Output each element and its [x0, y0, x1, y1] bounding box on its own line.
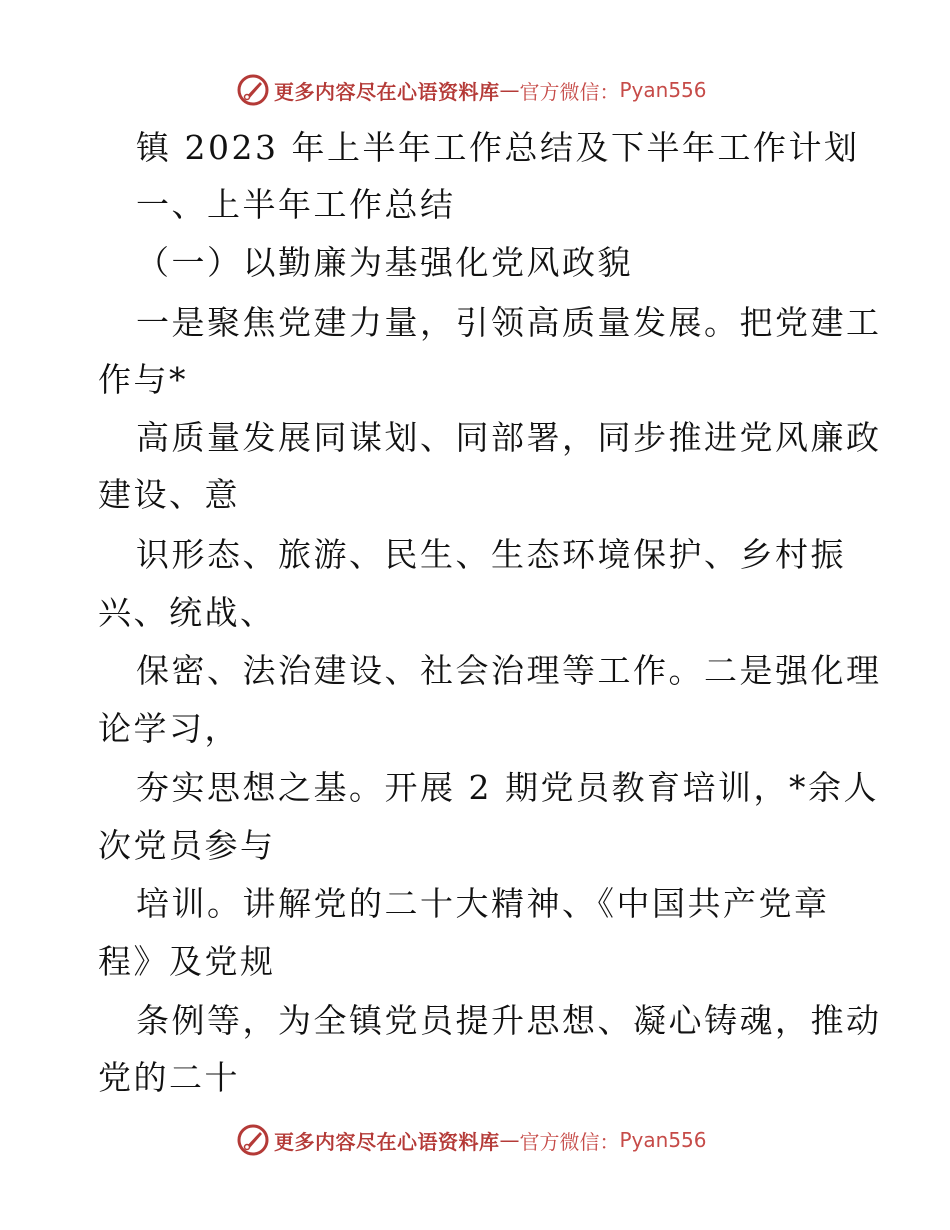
- paragraph-line: 兴、统战、: [98, 593, 276, 632]
- watermark-brand: 更多内容尽在心语资料库: [274, 79, 500, 104]
- paragraph-line: 一是聚焦党建力量，引领高质量发展。把党建工: [136, 303, 882, 342]
- paragraph-line: 识形态、旅游、民生、生态环境保护、乡村振: [136, 535, 846, 574]
- watermark-contact-label: 官方微信：: [519, 1129, 620, 1154]
- paragraph-line: 程》及党规: [98, 942, 276, 981]
- paragraph-line: 作与*: [98, 360, 188, 399]
- paragraph-line: 建设、意: [98, 475, 240, 514]
- paragraph-line: 夯实思想之基。开展 2 期党员教育培训，*余人: [136, 768, 879, 807]
- paragraph-line: 次党员参与: [98, 826, 276, 865]
- watermark-banner-top: [236, 72, 756, 108]
- paragraph-line: 党的二十: [98, 1058, 240, 1097]
- watermark-handle: Pyan556: [619, 78, 707, 102]
- subsection-heading: （一）以勤廉为基强化党风政貌: [136, 243, 633, 282]
- document-title: 镇 2023 年上半年工作总结及下半年工作计划: [136, 128, 860, 167]
- quill-logo-icon: [236, 73, 270, 107]
- watermark-brand: 更多内容尽在心语资料库: [274, 1129, 500, 1154]
- section-heading: 一、上半年工作总结: [136, 185, 456, 224]
- quill-logo-icon: [236, 1123, 270, 1157]
- watermark-separator: —: [499, 78, 520, 102]
- paragraph-line: 保密、法治建设、社会治理等工作。二是强化理: [136, 651, 882, 690]
- watermark-banner-bottom: [236, 1122, 756, 1158]
- paragraph-line: 培训。讲解党的二十大精神、《中国共产党章: [136, 884, 830, 923]
- watermark-separator: —: [499, 1128, 520, 1152]
- paragraph-line: 论学习，: [98, 709, 240, 748]
- watermark-handle: Pyan556: [619, 1128, 707, 1152]
- watermark-contact-label: 官方微信：: [519, 79, 620, 104]
- paragraph-line: 高质量发展同谋划、同部署，同步推进党风廉政: [136, 418, 882, 457]
- paragraph-line: 条例等，为全镇党员提升思想、凝心铸魂，推动: [136, 1001, 882, 1040]
